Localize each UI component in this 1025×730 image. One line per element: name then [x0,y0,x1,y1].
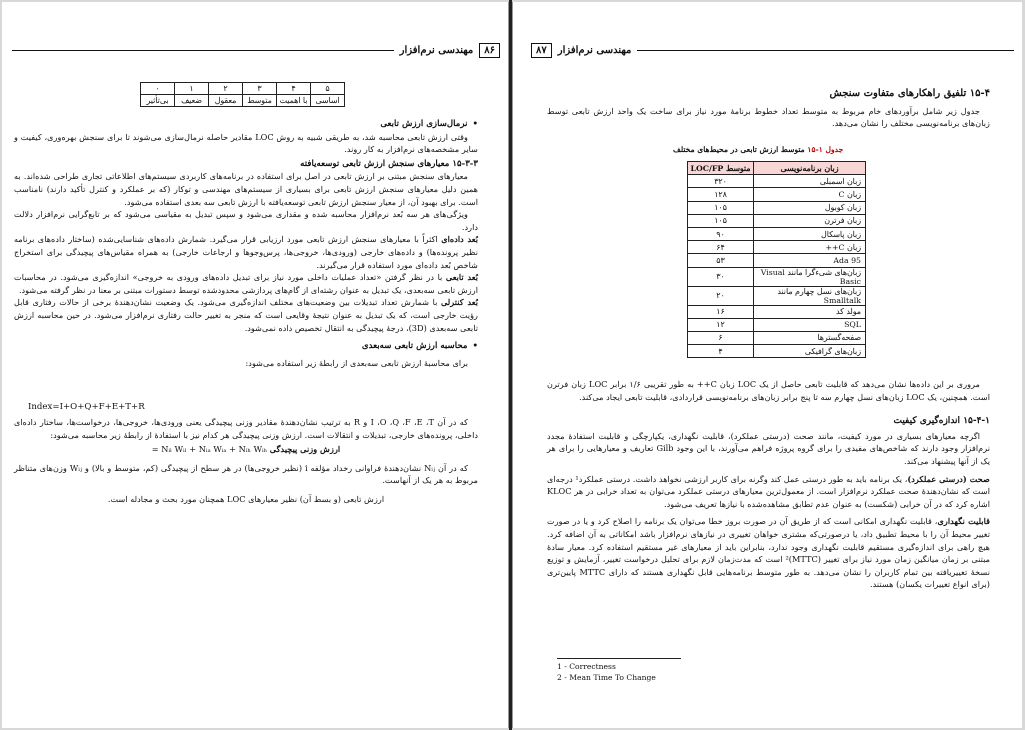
loc-fp-cell: ۱۶ [688,305,754,318]
language-cell: زبان پاسکال [754,227,866,240]
para-quality-1: اگرچه معیارهای بسیاری در مورد کیفیت، مانند صحت (درستی عملکرد)، قابلیت نگهداری، یکپارچگی و قابلیت استفادهٔ مجدد نرم‌افزار وجود دارند که شاخص‌های مفیدی را برای گروه پروژه فراهم می‌آورند، با این وجود Gilb تعاریف و معیارهایی را برای هر یک از آنها پیشنهاد می‌کند. [547,430,990,466]
table-caption: جدول ۱-۱۵ متوسط ارزش تابعی در محیط‌های مختلف [673,145,844,154]
col-header-loc-fp: متوسط LOC/FP [688,162,754,175]
scale-label-cell: بی‌تأثیر [141,95,175,107]
right-page [512,2,1022,728]
footnotes [557,662,656,683]
para-compute-intro: برای محاسبهٔ ارزش تابعی سه‌بعدی از رابطهٔ زیر استفاده می‌شود: [245,357,468,368]
running-header-right [531,42,1014,58]
para-compute-closing: ارزش تابعی (و بسط آن) نظیر معیارهای LOC همچنان مورد بحث و مجادله است. [107,493,385,504]
para-extended-1: معیارهای سنجش مبتنی بر ارزش تابعی در اصل برای استفاده در برنامه‌های کاربردی سیستم‌های اطلاعاتی تجاری طراحی شده‌اند. به همین دلیل معیارهای سنجش ارزش تابعی برای بسیاری از سیستم‌های مهندسی و توکار (که بر عملکرد و کنترل تأکید دارند) نامناسب است. برای بهبود آن، از معیار سنجش ارزش تابعی توسعه‌یافته با ارزش تابعی سه بعدی استفاده می‌شود. [14,171,478,207]
loc-fp-cell: ۹۰ [688,227,754,240]
para-maintainability: قابلیت نگهداری، قابلیت نگهداری امکانی است که از طریق آن در صورت بروز خطا می‌توان یک برنامه را اصلاح کرد و یا در صورت تغییر محیط آن را با محیط تطبیق داد، یا درصورتی‌که مشتری خواهان تغییری در نیازهای نرم‌افزار باشد امکاناتی به آن اضافه کرد. هیچ راهی برای اندازه‌گیری مستقیم قابلیت نگهداری وجود ندارد، بنابراین باید از معیارهای غیر مستقیم استفاده کرد. معیار سادهٔ مبتنی بر زمان میانگین زمان مورد نیاز برای تغییر (MTTC)² است که مدت‌زمان لازم برای تحلیل درخواست تغییر، آزمایش و توزیع نسخهٔ تغییریافته بین تمام کاربران را نشان می‌دهد. به طور متوسط برنامه‌هایی قابل نگهداری هستند که دارای MTTC پایین‌تری (برای انواع تغییرات یکسان) هستند. [547,516,990,590]
loc-fp-cell: ۱۲۸ [688,188,754,201]
header-rule [12,50,394,51]
running-header-left [12,42,500,58]
heading-quality: ۱۵-۴-۱ اندازه‌گیری کیفیت [893,416,990,427]
table-row [688,318,866,331]
table-row [688,175,866,188]
para-combine-intro: جدول زیر شامل برآوردهای خام مربوط به متوسط تعداد خطوط برنامهٔ مورد نیاز برای ساخت یک واحد ارزش تابعی توسط زبان‌های برنامه‌نویسی مختلف را نشان می‌دهد. [547,105,990,129]
scale-number-cell: ۵ [311,83,345,95]
table-row [688,241,866,254]
header-title: مهندسی نرم‌افزار [399,44,474,56]
para-data-dimension: بُعد داده‌ای اکثراً با معیارهای سنجش ارزش تابعی مورد ارزیابی قرار می‌گیرد. شمارش داده‌های شناسایی‌شده (ساختار داده‌های برنامه نظیر پرونده‌ها) و داده‌های خارجی (ورودی‌ها، خروجی‌ها، پرس‌وجوها و ارجاعات خارجی) به همراه مقیاس‌های پیچیدگی برای استخراج شاخص بُعد داده‌ای مورد استفاده قرار می‌گیرند. [14,234,478,270]
scale-label-cell: ضعیف [175,95,209,107]
scale-number-cell: ۱ [175,83,209,95]
para-compute-explain-2: که در آن Nᵢⱼ نشان‌دهندهٔ فراوانی رخداد مؤلفه i (نظیر خروجی‌ها) در هر سطح از پیچیدگی (کم، متوسط و بالا) و Wᵢⱼ وزن‌های متناظر مربوط به هر یک از آنهاست. [14,462,478,486]
weighted-complexity-line: ارزش وزنی پیچیدگی = Nᵢₗ Wᵢₗ + Nᵢₐ Wᵢₐ + Nᵢₕ Wᵢₕ [151,444,341,455]
table-row [688,188,866,201]
left-page-body-2 [14,416,478,506]
footnote-rule [557,658,681,659]
right-page-body [547,378,990,591]
para-extended-2: ویژگی‌های هر سه بُعد نرم‌افزار محاسبه شده و مقداری می‌شود و سپس تبدیل به مقیاسی می‌شود که بر تابع‌گرایی نرم‌افزار دلالت دارد. [14,209,478,232]
table-row [688,305,866,318]
table-row [688,254,866,267]
header-title: مهندسی نرم‌افزار [557,44,632,56]
language-cell: صفحه‌گسترها [754,331,866,344]
header-rule [637,50,1014,51]
page-number: ۸۷ [531,43,552,58]
scale-number-cell: ۰ [141,83,175,95]
table-row [688,214,866,227]
language-cell: زبان‌های نسل چهارم مانند Smalltalk [754,286,866,305]
para-control-dimension: بُعد کنترلی با شمارش تعداد تبدیلات بین وضعیت‌های مختلف اندازه‌گیری می‌شود. یک وضعیت نشان‌دهندهٔ برخی از حالات رفتاری قابل رؤیت خارجی است، که یک تبدیل به عنوان نتیجهٔ وقایعی است که منجر به تغییر حالت رفتاری نرم‌افزار می‌شود. در حین محاسبه ارزش تابعی سه‌بعدی (3D)، درجهٔ پیچیدگی به انتقال تخصیص داده نمی‌شود. [14,297,478,333]
language-cell: زبان C++ [754,241,866,254]
loc-fp-cell: ۱۰۵ [688,201,754,214]
right-page-intro-block [547,88,990,130]
table-row [688,345,866,358]
scale-number-cell: ۴ [277,83,311,95]
heading-combine: ۱۵-۴ تلفیق راهکارهای متفاوت سنجش [829,88,990,99]
scale-label-cell: معقول [209,95,243,107]
language-cell: زبان اسمبلی [754,175,866,188]
table-row [688,286,866,305]
scale-label-cell: با اهمیت [277,95,311,107]
left-page-body [14,118,478,369]
scale-number-cell: ۳ [243,83,277,95]
language-cell: زبان‌های گرافیکی [754,345,866,358]
col-header-language: زبان برنامه‌نویسی [754,162,866,175]
language-cell: مولد کد [754,305,866,318]
influence-scale-table [140,82,345,107]
language-cell: زبان‌های شیءگرا مانند Visual Basic [754,267,866,286]
scale-number-cell: ۲ [209,83,243,95]
para-compute-explain: که در آن I ،O ،Q ،F ،E ،T و R به ترتیب نشان‌دهندهٔ مقادیر وزنی پیچیدگی یعنی ورودی‌ها، خروجی‌ها، درخواست‌ها، ساختار داده‌ای داخلی، پرونده‌های خارجی، تبدیلات و انتقالات است. ارزش وزنی پیچیدگی هر کدام نیز با استفادهٔ از رابطهٔ زیر محاسبه می‌شود: [14,417,478,440]
table-row [688,201,866,214]
heading-normalize: • نرمال‌سازی ارزش تابعی [14,118,478,131]
language-cell: زبان C [754,188,866,201]
heading-compute: • محاسبه ارزش تابعی سه‌بعدی [14,340,478,353]
language-cell: زبان کوبول [754,201,866,214]
loc-fp-cell: ۲۰ [688,286,754,305]
loc-fp-cell: ۳۰ [688,267,754,286]
loc-fp-cell: ۳۲۰ [688,175,754,188]
loc-fp-table [687,161,866,358]
para-normalize: وقتی ارزش تابعی محاسبه شد، به طریقی شبیه به روش LOC مقادیر حاصله نرمال‌سازی می‌شوند تا برای سنجش بهره‌وری، کیفیت و سایر مشخصه‌های نرم‌افزار به کار روند. [14,131,478,155]
left-page [2,2,509,728]
loc-fp-cell: ۴ [688,345,754,358]
heading-extended: ۱۵-۳-۳ معیارهای سنجش ارزش تابعی توسعه‌یافته [300,158,478,169]
page-number: ۸۶ [479,43,500,58]
language-cell: SQL [754,318,866,331]
para-after-table: مروری بر این داده‌ها نشان می‌دهد که قابلیت تابعی حاصل از یک LOC زبان C++ به طور تقریبی ۱/۶ برابر LOC زبان فرترن است. همچنین، یک LOC زبان‌های نسل چهارم سه تا پنج برابر زبان‌های برنامه‌نویسی قراردادی، قابلیت تابعی ایجاد می‌کند. [547,379,990,402]
loc-fp-cell: ۶۴ [688,241,754,254]
language-cell: Ada 95 [754,254,866,267]
loc-fp-cell: ۱۲ [688,318,754,331]
scale-label-cell: متوسط [243,95,277,107]
scale-label-cell: اساسی [311,95,345,107]
loc-fp-cell: ۶ [688,331,754,344]
table-row [688,267,866,286]
footnote-1: 1 - Correctness [557,662,616,671]
index-formula: Index=I+O+Q+F+E+T+R [28,402,145,412]
para-correctness: صحت (درستی عملکرد)، یک برنامه باید به طور درستی عمل کند وگرنه برای کاربر ارزشی نخواهد داشت. درستی عملکرد¹ درجه‌ای است که نشان‌دهندهٔ صحت عملکرد نرم‌افزار است. از معمول‌ترین معیارهای درستی عملکرد می‌توان به تعداد خرابی در هر KLOC اشاره کرد که در آن خرابی (شکست) به عنوان عدم تطابق مشاهده‌شده با نیازها تعریف می‌شود. [547,473,990,509]
para-functional-dimension: بُعد تابعی با در نظر گرفتن «تعداد عملیات داخلی مورد نیاز برای تبدیل داده‌های ورودی به خروجی» اندازه‌گیری می‌شود. در محاسبات ارزش تابعی سه‌بعدی، یک تبدیل به عنوان رشته‌ای از گام‌های پردازشی محدودشده توسط دستورات مبتنی بر معنا در نظر گرفته می‌شود. [14,272,478,295]
table-row [688,331,866,344]
loc-fp-cell: ۱۰۵ [688,214,754,227]
footnote-2: 2 - Mean Time To Change [557,672,656,682]
loc-fp-cell: ۵۳ [688,254,754,267]
table-row [688,227,866,240]
language-cell: زبان فرترن [754,214,866,227]
